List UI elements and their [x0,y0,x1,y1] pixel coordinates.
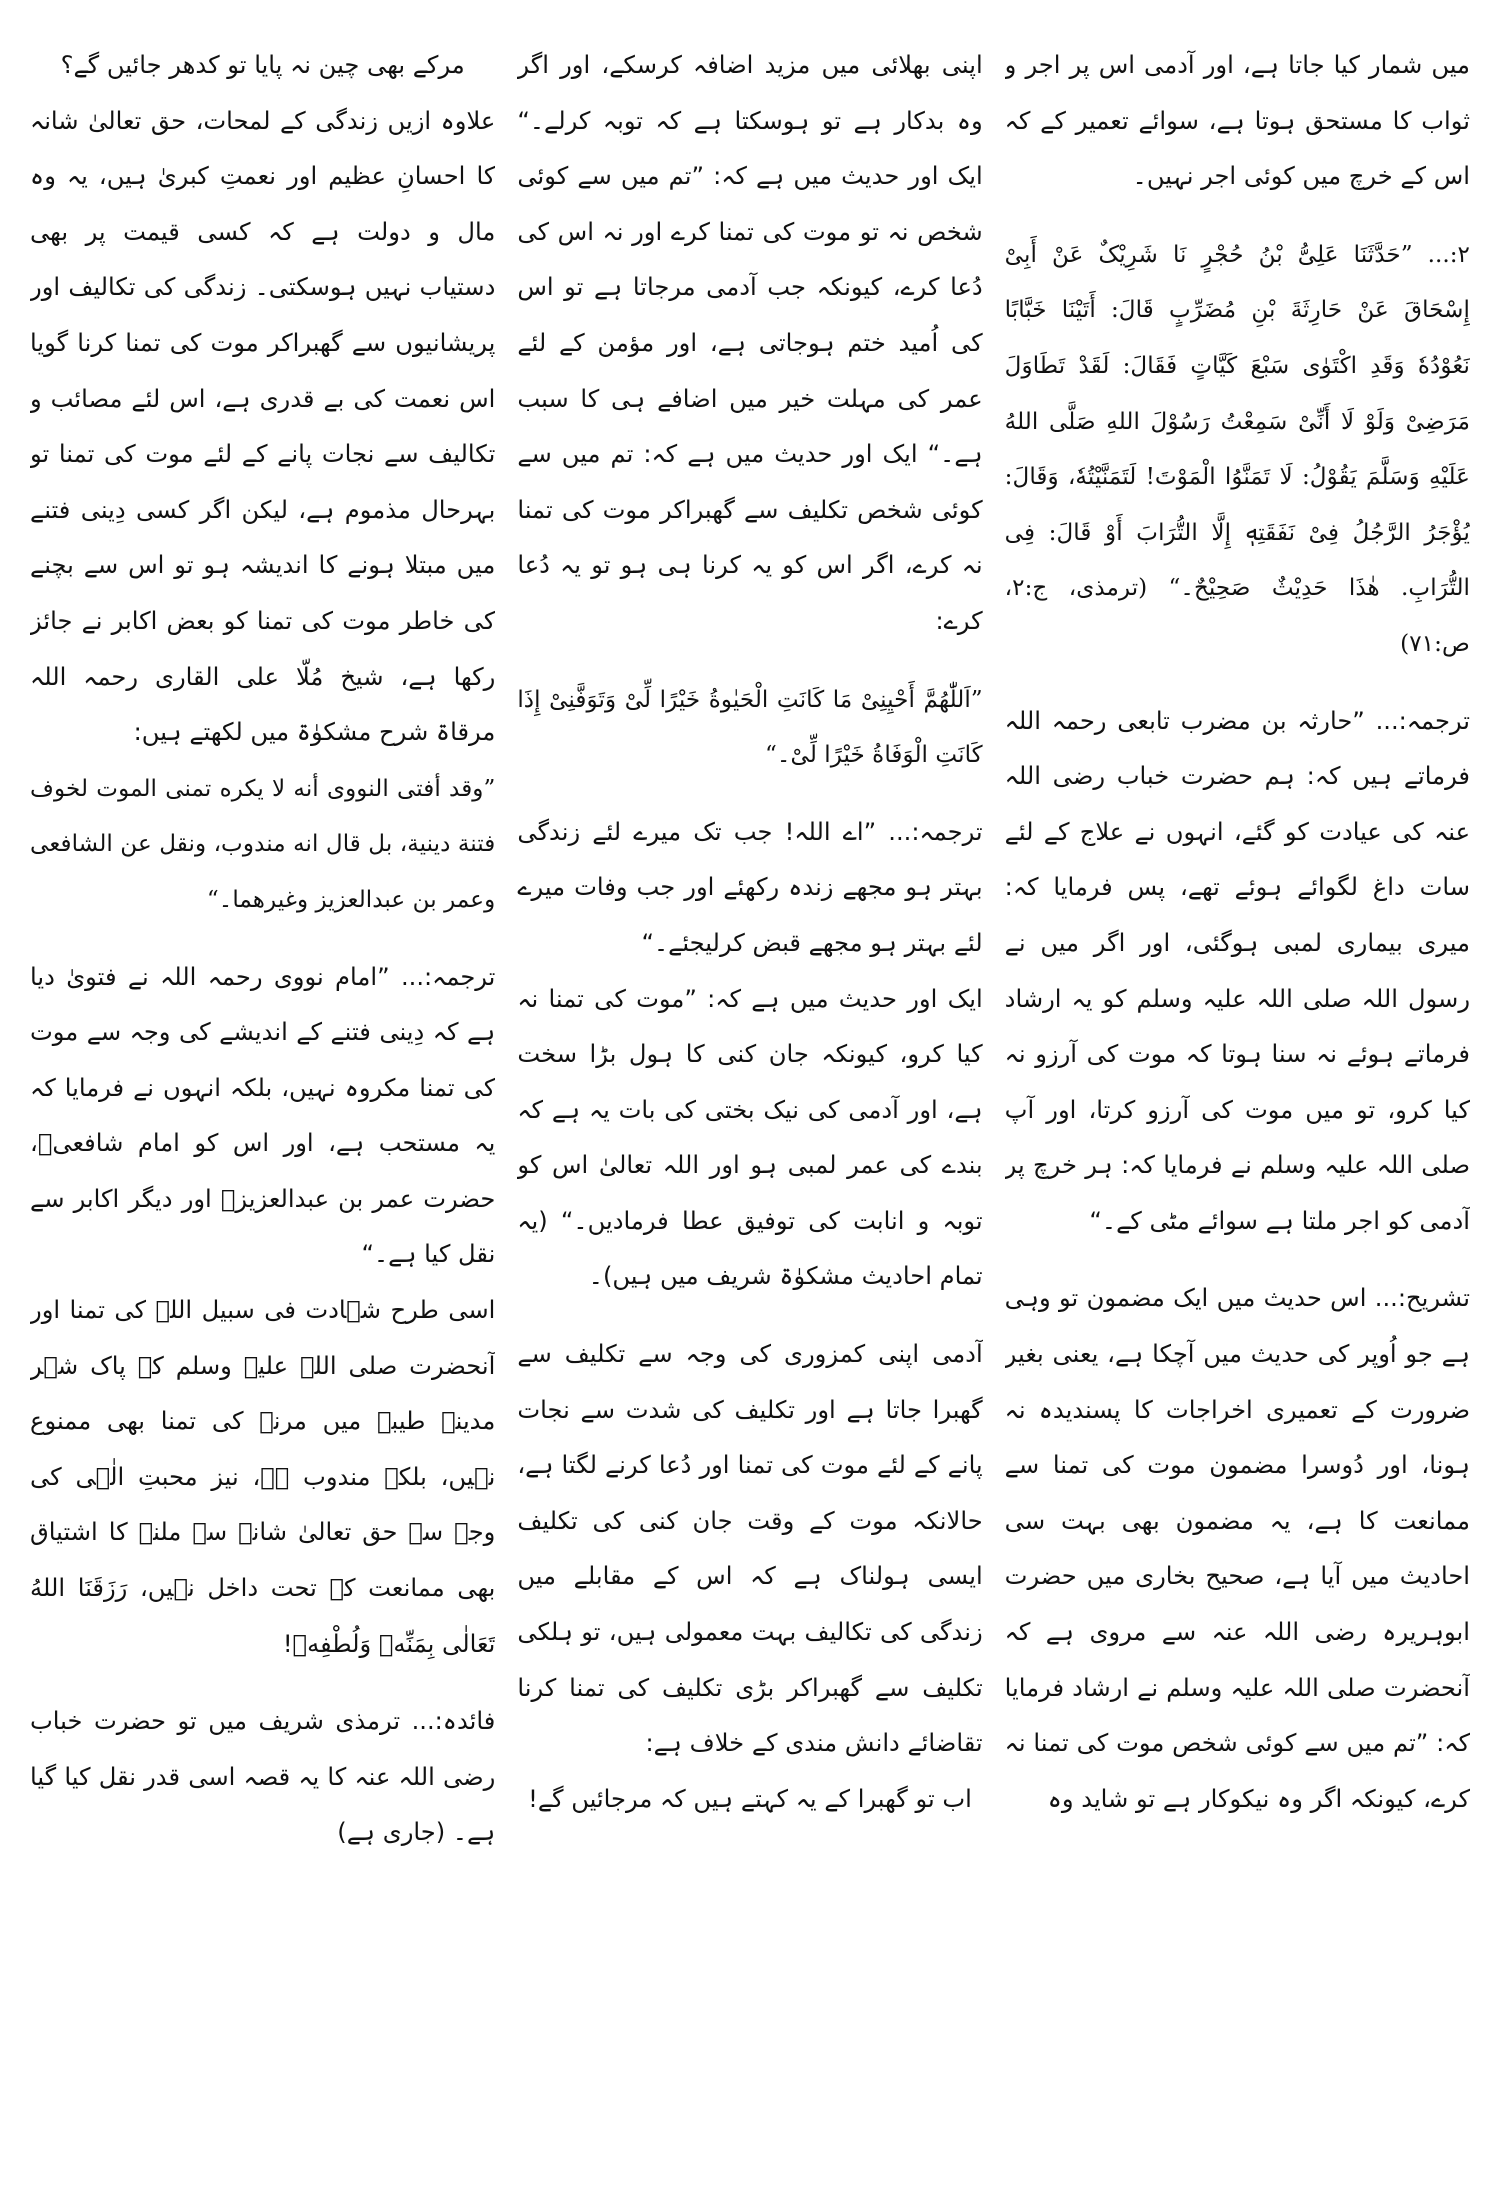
paragraph: آدمی اپنی کمزوری کی وجہ سے تکلیف سے گھبرا جاتا ہے اور تکلیف کی شدت سے نجات پانے کے لئے موت کی تمنا اور دُعا کرنے لگتا ہے، حالانکہ موت کے وقت جان کنی کی تکلیف ایسی ہولناک ہے کہ اس کے مقابلے میں زندگی کی تکالیف بہت معمولی ہیں، تو ہلکی تکلیف سے گھبراکر بڑی تکلیف کی تمنا کرنا تقاضائے دانش مندی کے خلاف ہے: [517,1340,983,1758]
paragraph: ترجمہ:... ”حارثہ بن مضرب تابعی رحمہ اللہ فرماتے ہیں کہ: ہم حضرت خباب رضی اللہ عنہ کی عیادت کو گئے، انہوں نے علاج کے لئے سات داغ لگوائے ہوئے تھے، پس فرمایا کہ: میری بیماری لمبی ہوگئی، اور اگر میں نے رسول اللہ صلی اللہ علیہ وسلم کو یہ ارشاد فرماتے ہوئے نہ سنا ہوتا کہ موت کی آرزو نہ کیا کرو، تو میں موت کی آرزو کرتا، اور آپ صلی اللہ علیہ وسلم نے فرمایا کہ: ہر خرچ پر آدمی کو اجر ملتا ہے سوائے مٹی کے۔“ [1004,706,1470,1235]
arabic-quote: ۲:... ”حَدَّثَنَا عَلِیُّ بْنُ حُجْرٍ نَا شَرِیْکٌ عَنْ أَبِیْ إِسْحَاقَ عَنْ حَارِثَةَ بْنِ مُضَرِّبٍ قَالَ: أَتَیْنَا خَبَّابًا نَعُوْدُهٗ وَقَدِ اکْتَوٰی سَبْعَ کَیَّاتٍ فَقَالَ: لَقَدْ تَطَاوَلَ مَرَضِیْ وَلَوْ لَا أَنِّیْ سَمِعْتُ رَسُوْلَ اللهِ صَلَّی اللهُ عَلَیْهِ وَسَلَّمَ یَقُوْلُ: لَا تَمَنَّوُا الْمَوْتَ! لَتَمَنَّیْتُهٗ، وَقَالَ: یُؤْجَرُ الرَّجُلُ فِیْ نَفَقَتِهٖ إِلَّا التُّرَابَ أَوْ قَالَ: فِی التُّرَابِ. هٰذَا حَدِیْثٌ صَحِیْحٌ۔“ (ترمذی، ج:۲، ص:۷۱) [1004,240,1470,657]
paragraph: فائدہ:... ترمذی شریف میں تو حضرت خباب رضی اللہ عنہ کا یہ قصہ اسی قدر نقل کیا گیا ہے۔ (جاری ہے) [30,1707,496,1847]
paragraph: اپنی بھلائی میں مزید اضافہ کرسکے، اور اگر وہ بدکار ہے تو ہوسکتا ہے کہ توبہ کرلے۔“ ایک اور حدیث میں ہے کہ: ”تم میں سے کوئی شخص نہ تو موت کی تمنا کرے اور نہ اس کی دُعا کرے، کیونکہ جب آدمی مرجاتا ہے تو اس کی اُمید ختم ہوجاتی ہے، اور مؤمن کے لئے عمر کی مہلت خیر میں اضافے ہی کا سبب ہے۔“ ایک اور حدیث میں ہے کہ: تم میں سے کوئی شخص تکلیف سے گھبراکر موت کی تمنا نہ کرے، اگر اس کو یہ کرنا ہی ہو تو یہ دُعا کرے: [517,51,983,635]
paragraph-gap [1005,1249,1470,1271]
paragraph-gap [30,1672,495,1694]
paragraph-gap [1005,205,1470,227]
arabic-quote: ”وقد أفتی النووی أنه لا یکره تمنی الموت لخوف فتنة دینیة، بل قال انه مندوب، ونقل عن الشافعی وعمر بن عبدالعزیز وغیرهما۔“ [30,774,496,913]
verse-line: مرکے بھی چین نہ پایا تو کدھر جائیں گے؟ [60,51,465,79]
column-right [1005,38,1470,2180]
paragraph: ترجمہ:... ”امام نووی رحمہ اللہ نے فتویٰ دیا ہے کہ دِینی فتنے کے اندیشے کی وجہ سے موت کی تمنا مکروہ نہیں، بلکہ انہوں نے فرمایا کہ یہ مستحب ہے، اور اس کو امام شافعیؒ، حضرت عمر بن عبدالعزیزؒ اور دیگر اکابر سے نقل کیا ہے۔“ [30,962,496,1269]
paragraph: علاوہ ازیں زندگی کے لمحات، حق تعالیٰ شانہ کا احسانِ عظیم اور نعمتِ کبریٰ ہیں، یہ وہ مال و دولت ہے کہ کسی قیمت پر بھی دستیاب نہیں ہوسکتی۔ زندگی کی تکالیف اور پریشانیوں سے گھبراکر موت کی تمنا کرنا گویا اس نعمت کی بے قدری ہے، اس لئے مصائب و تکالیف سے نجات پانے کے لئے موت کی تمنا تو بہرحال مذموم ہے، لیکن اگر کسی دِینی فتنے میں مبتلا ہونے کا اندیشہ ہو تو اس سے بچنے کی خاطر موت کی تمنا کو بعض اکابر نے جائز رکھا ہے، شیخ مُلّا علی القاری رحمہ اللہ مرقاۃ شرح مشکوٰۃ میں لکھتے ہیں: [30,106,496,747]
paragraph-gap [517,650,982,672]
paragraph-gap [1005,672,1470,694]
column-middle [517,38,982,2180]
paragraph-gap [517,1305,982,1327]
column-left [30,38,495,2180]
verse-line: اب تو گھبرا کے یہ کہتے ہیں کہ مرجائیں گے! [528,1784,972,1813]
paragraph: اسی طرح شہادت فی سبیل اللہ کی تمنا اور آنحضرت صلی اللہ علیہ وسلم کے پاک شہر مدینہ طیبہ میں مرنے کی تمنا بھی ممنوع نہیں، بلکہ مندوب ہے، نیز محبتِ الٰہی کی وجہ سے حق تعالیٰ شانہ سے ملنے کا اشتیاق بھی ممانعت کے تحت داخل نہیں، رَزَقَنَا اللهُ تَعَالٰی بِمَنِّهٖ وَلُطْفِهٖ! [30,1296,496,1658]
paragraph: ایک اور حدیث میں ہے کہ: ”موت کی تمنا نہ کیا کرو، کیونکہ جان کنی کا ہول بڑا سخت ہے، اور آدمی کی نیک بختی کی بات یہ ہے کہ بندے کی عمر لمبی ہو اور اللہ تعالیٰ اس کو توبہ و انابت کی توفیق عطا فرمادیں۔“ (یہ تمام احادیث مشکوٰۃ شریف میں ہیں)۔ [517,984,983,1291]
paragraph-gap [30,928,495,950]
paragraph: میں شمار کیا جاتا ہے، اور آدمی اس پر اجر و ثواب کا مستحق ہوتا ہے، سوائے تعمیر کے کہ اس کے خرچ میں کوئی اجر نہیں۔ [1004,51,1470,191]
arabic-quote: ”اَللّٰهُمَّ أَحْیِنِیْ مَا کَانَتِ الْحَیٰوةُ خَیْرًا لِّیْ وَتَوَفَّنِیْ إِذَا کَانَتِ الْوَفَاةُ خَیْرًا لِّیْ۔“ [517,685,983,769]
paragraph: ترجمہ:... ”اے اللہ! جب تک میرے لئے زندگی بہتر ہو مجھے زندہ رکھئے اور جب وفات میرے لئے بہتر ہو مجھے قبض کرلیجئے۔“ [517,817,983,957]
paragraph-gap [517,783,982,805]
paragraph: تشریح:... اس حدیث میں ایک مضمون تو وہی ہے جو اُوپر کی حدیث میں آچکا ہے، یعنی بغیر ضرورت کے تعمیری اخراجات کا پسندیدہ نہ ہونا، اور دُوسرا مضمون موت کی تمنا سے ممانعت کا ہے، یہ مضمون بھی بہت سی احادیث میں آیا ہے، صحیح بخاری میں حضرت ابوہریرہ رضی اللہ عنہ سے مروی ہے کہ آنحضرت صلی اللہ علیہ وسلم نے ارشاد فرمایا کہ: ”تم میں سے کوئی شخص موت کی تمنا نہ کرے، کیونکہ اگر وہ نیکوکار ہے تو شاید وہ [1004,1284,1470,1813]
